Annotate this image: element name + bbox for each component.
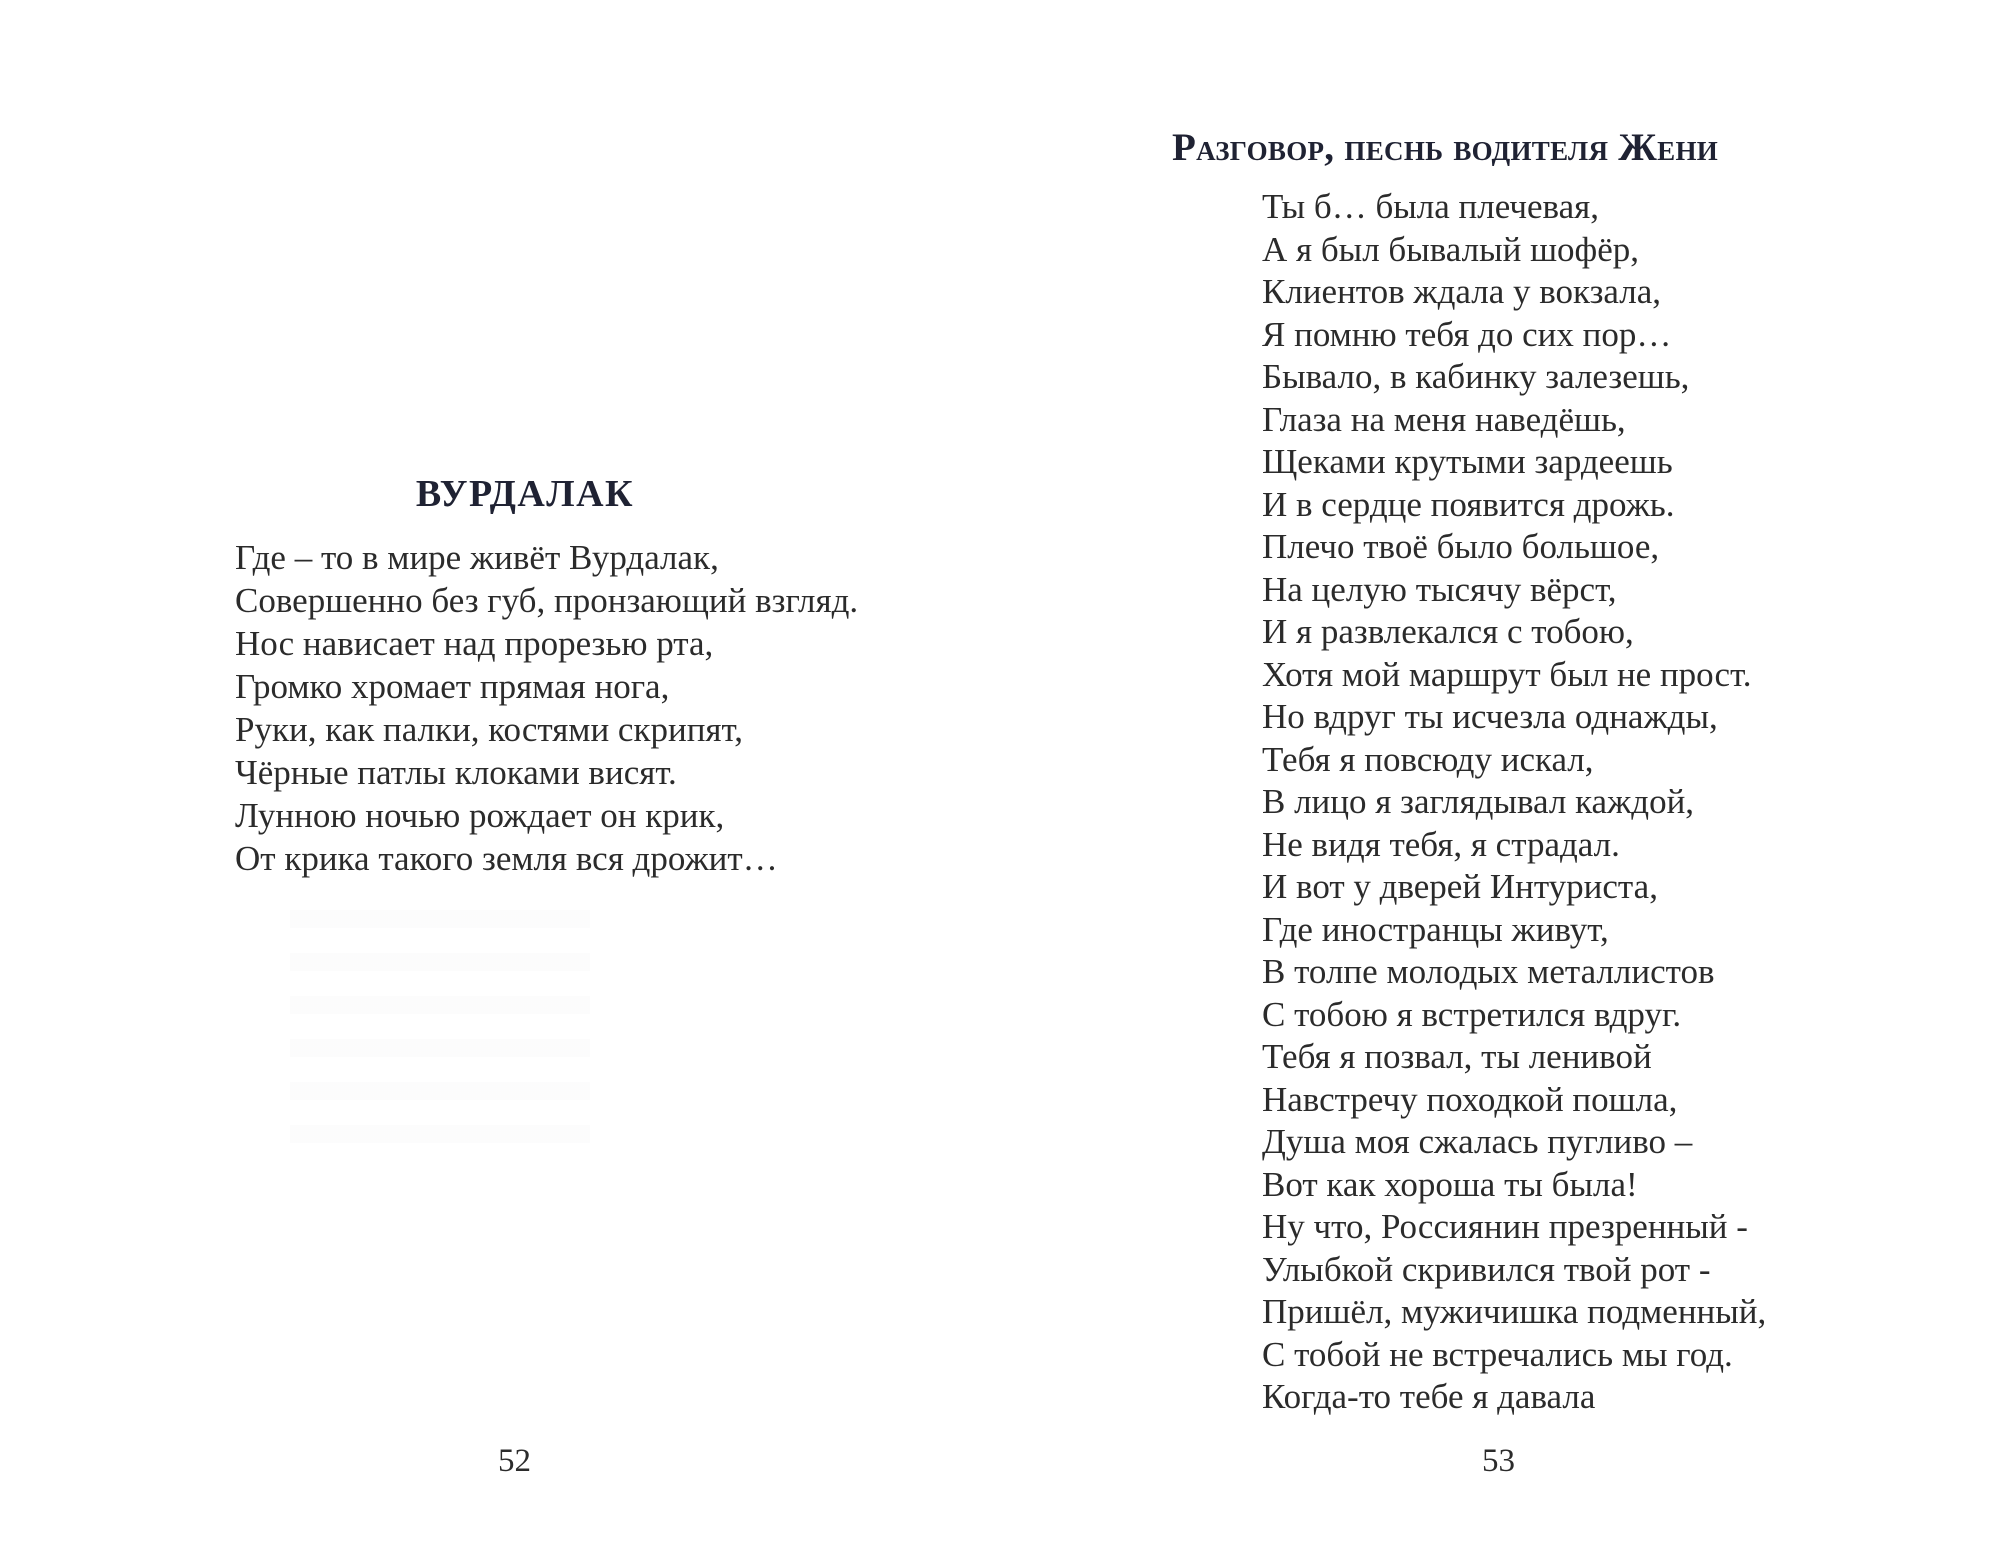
poem-line: Я помню тебя до сих пор… bbox=[1262, 314, 1672, 354]
poem-title: Разговор, песнь водителя Жени bbox=[1172, 126, 1719, 169]
poem-line: Улыбкой скривился твой рот - bbox=[1262, 1249, 1711, 1289]
poem-line: Бывало, в кабинку залезешь, bbox=[1262, 357, 1690, 396]
poem-line: Когда-то тебе я давала bbox=[1262, 1377, 1596, 1416]
poem-line: Нос нависает над прорезью рта, bbox=[235, 624, 714, 663]
page-number: 53 bbox=[1482, 1443, 1515, 1479]
poem-line: Навстречу походкой пошла, bbox=[1262, 1079, 1678, 1119]
poem-line: С тобой не встречались мы год. bbox=[1262, 1334, 1733, 1374]
poem-line: Чёрные патлы клоками висят. bbox=[235, 753, 677, 792]
poem-line: Вот как хороша ты была! bbox=[1262, 1164, 1638, 1204]
poem-line: Щеками крутыми зардеешь bbox=[1262, 442, 1673, 481]
poem-line: Ты б… была плечевая, bbox=[1262, 187, 1599, 226]
poem-line: Тебя я позвал, ты ленивой bbox=[1262, 1037, 1652, 1076]
poem-line: Лунною ночью рождает он крик, bbox=[235, 796, 725, 835]
poem-line: Плечо твоё было большое, bbox=[1262, 527, 1660, 566]
poem-line: Не видя тебя, я страдал. bbox=[1262, 824, 1620, 864]
poem-line: На целую тысячу вёрст, bbox=[1262, 569, 1617, 609]
poem-line: С тобою я встретился вдруг. bbox=[1262, 994, 1682, 1034]
poem-line: Клиентов ждала у вокзала, bbox=[1262, 272, 1661, 311]
poem-line: И я развлекался с тобою, bbox=[1262, 612, 1634, 651]
poem-body bbox=[1262, 186, 1766, 1419]
poem-line: Душа моя сжалась пугливо – bbox=[1262, 1122, 1693, 1161]
page-number: 52 bbox=[498, 1443, 531, 1479]
poem-line: Совершенно без губ, пронзающий взгляд. bbox=[235, 581, 859, 620]
poem-line: Руки, как палки, костями скрипят, bbox=[235, 710, 743, 749]
poem-line: А я был бывалый шофёр, bbox=[1262, 229, 1640, 269]
poem-line: И в сердце появится дрожь. bbox=[1262, 484, 1675, 524]
poem-line: В лицо я заглядывал каждой, bbox=[1262, 782, 1695, 821]
poem-line: В толпе молодых металлистов bbox=[1262, 952, 1715, 991]
poem-line: Громко хромает прямая нога, bbox=[235, 667, 670, 706]
right-page bbox=[1000, 0, 2000, 1552]
poem-title: ВУРДАЛАК bbox=[415, 473, 635, 515]
show-through-text bbox=[290, 910, 590, 1150]
poem-body bbox=[235, 536, 858, 880]
poem-line: От крика такого земля вся дрожит… bbox=[235, 839, 778, 878]
poem-line: Тебя я повсюду искал, bbox=[1262, 739, 1594, 779]
poem-line: Ну что, Россиянин презренный - bbox=[1262, 1207, 1748, 1246]
poem-line: И вот у дверей Интуриста, bbox=[1262, 867, 1658, 906]
poem-line: Где иностранцы живут, bbox=[1262, 909, 1609, 949]
poem-line: Но вдруг ты исчезла однажды, bbox=[1262, 697, 1718, 736]
poem-line: Хотя мой маршрут был не прост. bbox=[1262, 654, 1752, 694]
poem-line: Глаза на меня наведёшь, bbox=[1262, 399, 1626, 439]
poem-line: Пришёл, мужичишка подменный, bbox=[1262, 1292, 1767, 1331]
poem-line: Где – то в мире живёт Вурдалак, bbox=[235, 538, 719, 577]
